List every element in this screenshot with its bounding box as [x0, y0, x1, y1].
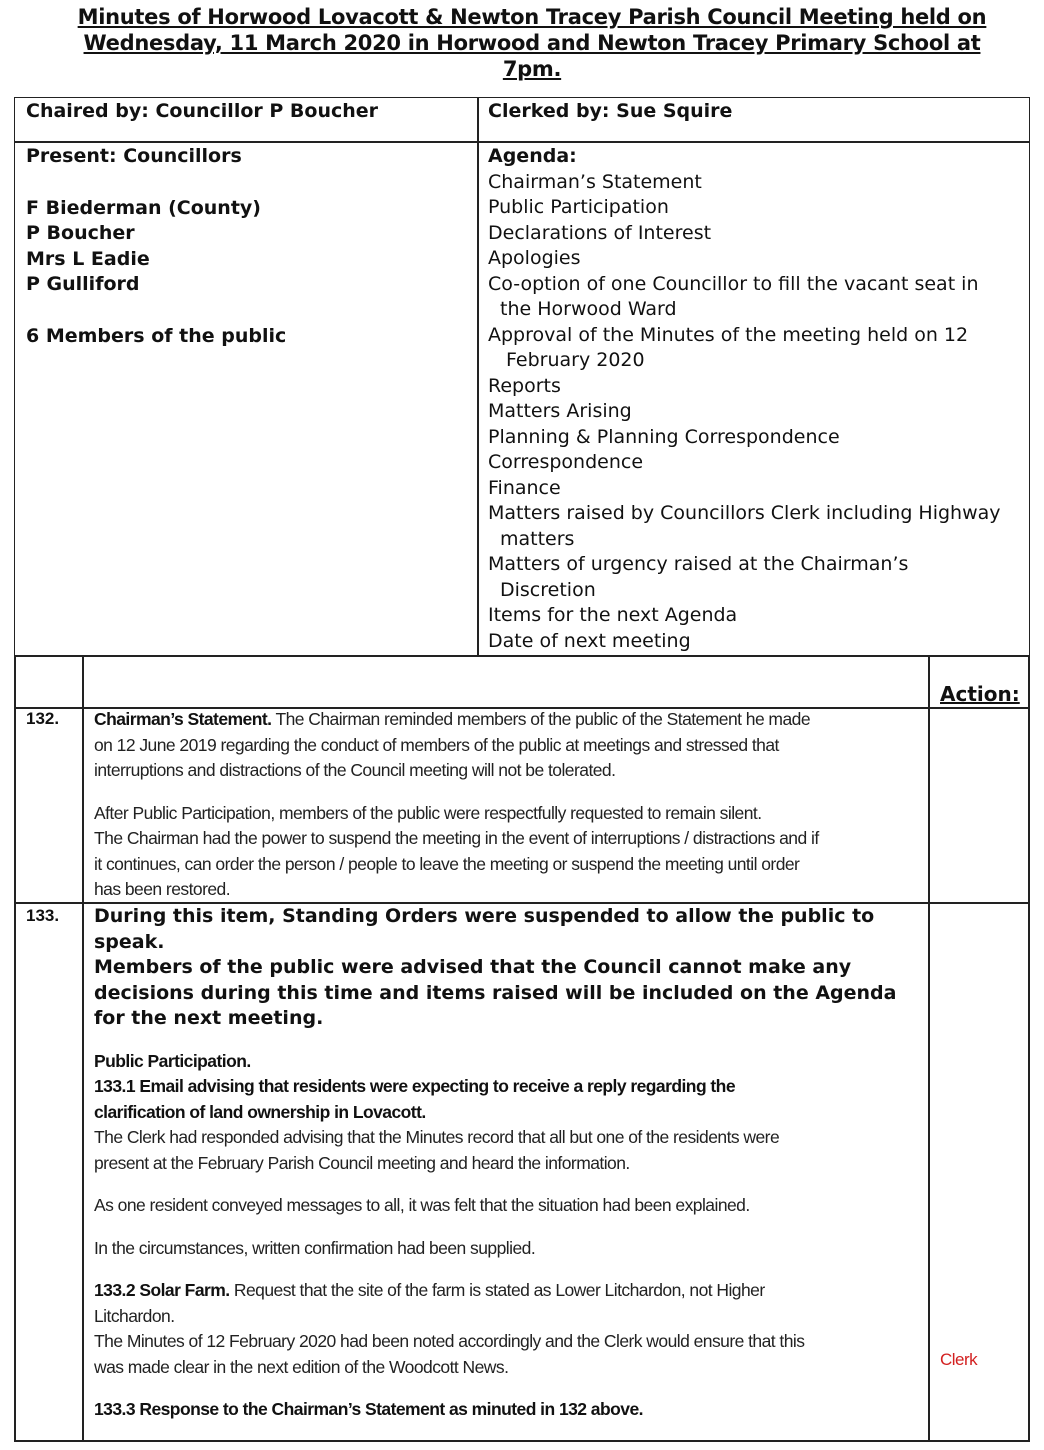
councillor-4: P Gulliford	[26, 273, 140, 295]
agenda-item: Apologies	[488, 247, 581, 269]
agenda-item: Approval of the Minutes of the meeting held on 12	[488, 323, 969, 346]
agenda-item: Items for the next Agenda	[488, 604, 738, 626]
item-132-text: After Public Participation, members of the public were respectfully requested to remain silent.	[94, 802, 762, 823]
agenda-item: Date of next meeting	[488, 629, 691, 652]
sub-item-133-1-text: In the circumstances, written confirmation had been supplied.	[94, 1237, 536, 1258]
sub-item-133-1-heading: 133.1 Email advising that residents were expecting to receive a reply regarding the	[94, 1076, 736, 1096]
agenda-item: Matters Arising	[488, 400, 632, 422]
sub-item-133-1-heading: clarification of land ownership in Lovacott.	[94, 1101, 426, 1122]
item-133-content	[94, 904, 924, 1423]
item-132-text: it continues, can order the person / people to leave the meeting or suspend the meeting until order	[94, 853, 800, 874]
item-133-notice: Members of the public were advised that the Council cannot make any	[94, 956, 852, 978]
public-participation-heading: Public Participation.	[94, 1050, 251, 1071]
title-line-3: 7pm.	[502, 57, 562, 81]
item-133-notice: decisions during this time and items raised will be included on the Agenda	[94, 981, 897, 1004]
sub-item-133-2-text: Litchardon.	[94, 1305, 175, 1326]
header-divider-horizontal	[14, 141, 1030, 143]
sub-item-133-2-text: Request that the site of the farm is stated as Lower Litchardon, not Higher	[229, 1280, 765, 1300]
agenda-item: Matters raised by Councillors Clerk including Highway	[488, 502, 1001, 524]
clerked-by-text: Clerked by: Sue Squire	[488, 100, 733, 122]
public-count: 6 Members of the public	[26, 324, 287, 347]
item-133-notice: for the next meeting.	[94, 1007, 324, 1029]
action-column-header: Action:	[940, 682, 1020, 706]
chaired-by-text: Chaired by: Councillor P Boucher	[26, 100, 379, 122]
sub-item-133-3-heading: 133.3 Response to the Chairman’s Statement as minuted in 132 above.	[94, 1399, 643, 1419]
councillor-3: Mrs L Eadie	[26, 247, 150, 270]
councillor-2: P Boucher	[26, 222, 135, 244]
item-132-content	[94, 707, 924, 903]
present-label: Present: Councillors	[26, 145, 242, 167]
sub-item-133-1-text: As one resident conveyed messages to all, it was felt that the situation had been explained.	[94, 1195, 750, 1215]
agenda-item: Co-option of one Councillor to fill the vacant seat in	[488, 272, 979, 295]
item-132-text: has been restored.	[94, 879, 231, 899]
action-clerk: Clerk	[940, 1350, 978, 1369]
agenda-item-continued: February 2020	[506, 349, 645, 371]
sub-item-133-1-text: The Clerk had responded advising that the Minutes record that all but one of the residents were	[94, 1127, 780, 1147]
item-132-text: interruptions and distractions of the Council meeting will not be tolerated.	[94, 760, 616, 780]
sub-item-133-1-text: present at the February Parish Council meeting and heard the information.	[94, 1152, 630, 1173]
agenda-item: Public Participation	[488, 196, 669, 218]
agenda-item: Correspondence	[488, 451, 644, 473]
agenda-item: Declarations of Interest	[488, 221, 712, 244]
item-132-heading: Chairman’s Statement.	[94, 709, 272, 729]
agenda-item: Planning & Planning Correspondence	[488, 425, 840, 448]
sub-item-133-2-text: was made clear in the next edition of the Woodcott News.	[94, 1356, 509, 1377]
clerked-by	[488, 99, 732, 125]
document-title	[60, 4, 1004, 82]
item-133-notice: During this item, Standing Orders were suspended to allow the public to	[94, 905, 875, 927]
title-line-1: Minutes of Horwood Lovacott & Newton Tracey Parish Council Meeting held on	[77, 5, 987, 29]
attendance-block	[26, 144, 286, 349]
item-132-text: The Chairman had the power to suspend the meeting in the event of interruptions / distractions and if	[94, 828, 819, 848]
item-number-132: 132.	[26, 709, 60, 728]
agenda-item-continued: Discretion	[500, 578, 596, 601]
sub-item-133-2-text: The Minutes of 12 February 2020 had been noted accordingly and the Clerk would ensure that this	[94, 1331, 805, 1351]
item-132-text: on 12 June 2019 regarding the conduct of members of the public at meetings and stressed that	[94, 734, 779, 755]
agenda-item: Matters of urgency raised at the Chairman’s	[488, 553, 909, 575]
item-133-notice: speak.	[94, 930, 165, 953]
agenda-item-continued: matters	[500, 527, 575, 550]
chaired-by	[26, 99, 378, 125]
agenda-item: Reports	[488, 374, 561, 397]
councillor-1: F Biederman (County)	[26, 196, 261, 219]
header-divider-vertical	[477, 97, 479, 656]
minutes-col-divider-action	[928, 655, 930, 1442]
minutes-col-divider-number	[82, 655, 84, 1442]
agenda-item: Chairman’s Statement	[488, 170, 702, 193]
agenda-item-continued: the Horwood Ward	[500, 298, 677, 320]
sub-item-133-2-heading: 133.2 Solar Farm.	[94, 1280, 230, 1300]
agenda-label: Agenda:	[488, 145, 577, 167]
item-132-text: The Chairman reminded members of the public of the Statement he made	[271, 709, 811, 729]
item-number-133: 133.	[26, 906, 60, 925]
title-line-2: Wednesday, 11 March 2020 in Horwood and Newton Tracey Primary School at	[83, 31, 981, 55]
agenda-block	[488, 144, 1001, 654]
agenda-item: Finance	[488, 476, 561, 499]
